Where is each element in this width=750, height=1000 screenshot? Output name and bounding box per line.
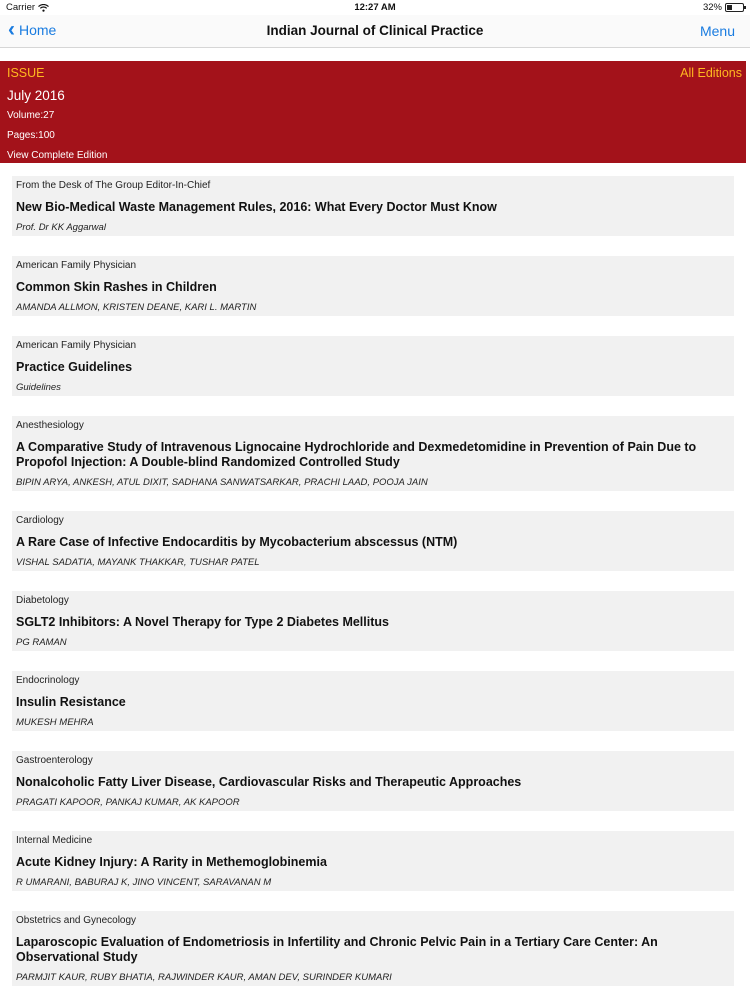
issue-pages: Pages:100 xyxy=(7,130,55,141)
article-title: SGLT2 Inhibitors: A Novel Therapy for Type 2 Diabetes Mellitus xyxy=(16,615,389,629)
article-section: Diabetology xyxy=(16,595,69,606)
article-authors: PRAGATI KAPOOR, PANKAJ KUMAR, AK KAPOOR xyxy=(16,797,240,808)
page-title: Indian Journal of Clinical Practice xyxy=(266,23,484,38)
issue-banner xyxy=(0,61,746,163)
article-card[interactable] xyxy=(12,831,734,891)
article-card[interactable] xyxy=(12,336,734,396)
article-section: Gastroenterology xyxy=(16,755,93,766)
article-card[interactable] xyxy=(12,671,734,731)
article-authors: Guidelines xyxy=(16,382,61,393)
article-section: Cardiology xyxy=(16,515,64,526)
article-card[interactable] xyxy=(12,176,734,236)
issue-date: July 2016 xyxy=(7,88,65,103)
article-authors: PARMJIT KAUR, RUBY BHATIA, RAJWINDER KAUR, AMAN DEV, SURINDER KUMARI xyxy=(16,972,392,983)
article-authors: Prof. Dr KK Aggarwal xyxy=(16,222,106,233)
article-section: Anesthesiology xyxy=(16,420,84,431)
article-title: Common Skin Rashes in Children xyxy=(16,280,217,294)
article-card[interactable] xyxy=(12,591,734,651)
article-title: A Comparative Study of Intravenous Lignocaine Hydrochloride and Dexmedetomidine in Prevention of Pain Due to Propofol Injection: A Double-blind Randomized Controlled Study xyxy=(16,440,697,469)
article-section: Endocrinology xyxy=(16,675,80,686)
battery-fill xyxy=(727,5,732,10)
article-authors: MUKESH MEHRA xyxy=(16,717,94,728)
article-title: Insulin Resistance xyxy=(16,695,126,709)
battery-icon xyxy=(725,3,744,12)
all-editions-link[interactable]: All Editions xyxy=(680,66,742,80)
article-card[interactable] xyxy=(12,416,734,491)
article-title: New Bio-Medical Waste Management Rules, 2016: What Every Doctor Must Know xyxy=(16,200,497,214)
navigation-bar xyxy=(0,15,750,48)
carrier-label: Carrier xyxy=(6,2,36,13)
article-card[interactable] xyxy=(12,911,734,986)
article-authors: PG RAMAN xyxy=(16,637,67,648)
article-card[interactable] xyxy=(12,511,734,571)
status-time: 12:27 AM xyxy=(354,2,396,13)
back-button-label: Home xyxy=(19,22,57,38)
battery-indicator xyxy=(703,2,744,13)
status-bar xyxy=(0,0,750,15)
article-title: Practice Guidelines xyxy=(16,360,133,374)
article-card[interactable] xyxy=(12,751,734,811)
article-authors: VISHAL SADATIA, MAYANK THAKKAR, TUSHAR PATEL xyxy=(16,557,260,568)
issue-label: ISSUE xyxy=(7,66,45,80)
chevron-left-icon: ‹ xyxy=(8,18,15,41)
article-section: American Family Physician xyxy=(16,260,137,271)
article-section: American Family Physician xyxy=(16,340,137,351)
article-section: From the Desk of The Group Editor-In-Chief xyxy=(16,180,211,191)
article-card[interactable] xyxy=(12,256,734,316)
battery-percent: 32% xyxy=(702,2,722,13)
article-title: Laparoscopic Evaluation of Endometriosis in Infertility and Chronic Pelvic Pain in a Tertiary Care Center: An Observational Study xyxy=(16,935,658,964)
article-title: Nonalcoholic Fatty Liver Disease, Cardiovascular Risks and Therapeutic Approaches xyxy=(16,775,522,789)
article-section: Internal Medicine xyxy=(16,835,93,846)
view-complete-edition-link[interactable]: View Complete Edition xyxy=(7,150,108,161)
issue-volume: Volume:27 xyxy=(7,110,55,121)
article-section: Obstetrics and Gynecology xyxy=(16,915,137,926)
article-authors: AMANDA ALLMON, KRISTEN DEANE, KARI L. MARTIN xyxy=(16,302,257,313)
article-title: A Rare Case of Infective Endocarditis by Mycobacterium abscessus (NTM) xyxy=(16,535,458,549)
article-authors: R UMARANI, BABURAJ K, JINO VINCENT, SARAVANAN M xyxy=(16,877,272,888)
article-authors: BIPIN ARYA, ANKESH, ATUL DIXIT, SADHANA SANWATSARKAR, PRACHI LAAD, POOJA JAIN xyxy=(16,477,428,488)
menu-button[interactable]: Menu xyxy=(699,23,735,39)
article-title: Acute Kidney Injury: A Rarity in Methemoglobinemia xyxy=(16,855,327,869)
